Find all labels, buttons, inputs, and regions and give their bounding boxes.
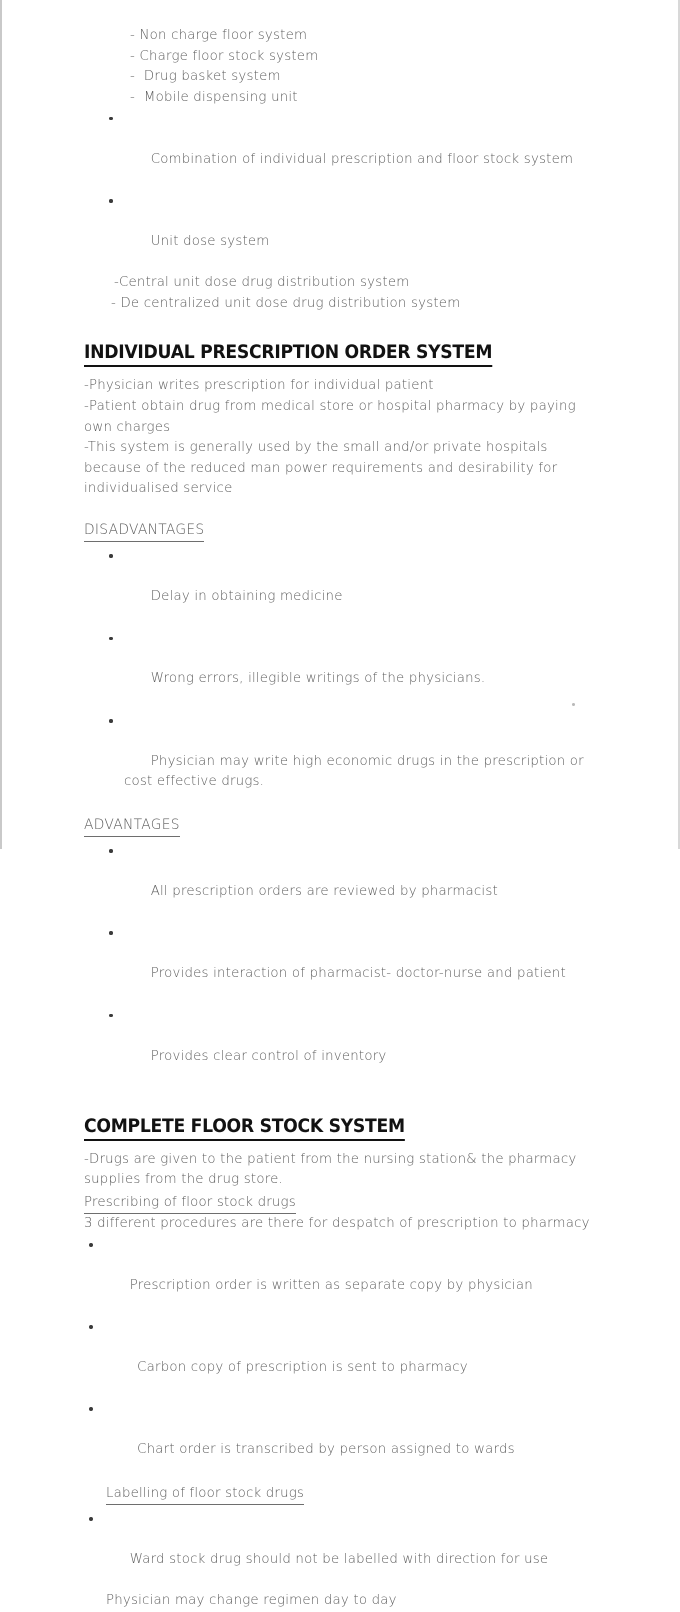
heading-text: INDIVIDUAL PRESCRIPTION ORDER SYSTEM (84, 342, 492, 367)
list-item: - Drug basket system (130, 69, 281, 85)
list-item: - Charge floor stock system (130, 48, 319, 64)
paragraph: -Patient obtain drug from medical store or hospital pharmacy by paying own charges (84, 398, 576, 435)
list-item (84, 191, 594, 273)
list-item (84, 1235, 594, 1317)
spacer (84, 1088, 594, 1116)
paragraph: -Drugs are given to the patient from the nursing station& the pharmacy supplies from the drug store. (84, 1151, 577, 1188)
list-item (84, 1317, 594, 1399)
subheading-disadvantages (84, 519, 594, 542)
list-item: - Mobile dispensing unit (130, 89, 298, 105)
list-item (84, 711, 594, 814)
list-item (84, 1005, 594, 1087)
list-item-label: Provides clear control of inventory (150, 1048, 387, 1064)
list-item (84, 841, 594, 923)
bullet-icon (89, 1407, 93, 1411)
list-item-label: Ward stock drug should not be labelled with direction for use (129, 1551, 549, 1567)
paragraph: 3 different procedures are there for despatch of prescription to pharmacy (84, 1215, 590, 1231)
spacer (84, 1141, 594, 1150)
scan-artifact-speck (572, 703, 575, 706)
list-item: - Non charge floor system (130, 28, 308, 43)
subheading-labelling (84, 1482, 594, 1505)
list-item-continuation: Physician may change regimen day to day (106, 1593, 397, 1608)
section-heading-complete-floor-stock (84, 1116, 594, 1141)
spacer (84, 500, 594, 519)
list-item-label: All prescription orders are reviewed by pharmacist (150, 883, 498, 899)
bullet-icon (109, 637, 113, 641)
bullet-icon (89, 1325, 93, 1329)
list-item-label: Unit dose system (150, 233, 270, 249)
heading-text: Labelling of floor stock drugs (106, 1483, 304, 1505)
paragraph: -This system is generally used by the small and/or private hospitals because of the reduced man power requirements and desirability for individualised service (84, 440, 558, 497)
bullet-icon (109, 931, 113, 935)
heading-text: Prescribing of floor stock drugs (84, 1192, 296, 1214)
list-item (84, 923, 594, 1005)
list-item: - De centralized unit dose drug distribution system (111, 295, 461, 311)
list-item-label: Chart order is transcribed by person assigned to wards (132, 1442, 515, 1458)
spacer (84, 314, 594, 342)
list-item (84, 546, 594, 628)
list-item: -Central unit dose drug distribution system (114, 275, 410, 291)
bullet-icon (109, 849, 113, 853)
spacer (84, 367, 594, 376)
list-item-label: Wrong errors, illegible writings of the physicians. (150, 671, 486, 687)
list-item (84, 1399, 594, 1481)
list-item-label: Delay in obtaining medicine (150, 589, 343, 605)
section-heading-individual-prescription (84, 342, 594, 367)
list-item-label: Provides interaction of pharmacist- doctor-nurse and patient (150, 966, 566, 982)
list-item-label: Combination of individual prescription and floor stock system (150, 151, 574, 167)
bullet-icon (109, 199, 113, 203)
list-item (84, 1509, 594, 1591)
subheading-advantages (84, 814, 594, 837)
bullet-icon (89, 1517, 93, 1521)
bullet-icon (109, 554, 113, 558)
heading-text: DISADVANTAGES (84, 520, 204, 542)
heading-text: ADVANTAGES (84, 815, 180, 837)
bullet-icon (109, 117, 113, 121)
paragraph: -Physician writes prescription for individual patient (84, 378, 434, 394)
heading-text: COMPLETE FLOOR STOCK SYSTEM (84, 1116, 405, 1141)
bullet-icon (89, 1243, 93, 1247)
bullet-icon (109, 1014, 113, 1018)
subheading-prescribing (84, 1191, 594, 1214)
list-item (84, 628, 594, 710)
list-item-label: Physician may write high economic drugs in the prescription or cost effective drugs. (124, 753, 589, 790)
bullet-icon (109, 719, 113, 723)
list-item-label: Carbon copy of prescription is sent to pharmacy (132, 1360, 468, 1376)
document-content (84, 26, 594, 1612)
list-item (84, 108, 594, 190)
list-item-label: Prescription order is written as separate copy by physician (129, 1277, 533, 1293)
